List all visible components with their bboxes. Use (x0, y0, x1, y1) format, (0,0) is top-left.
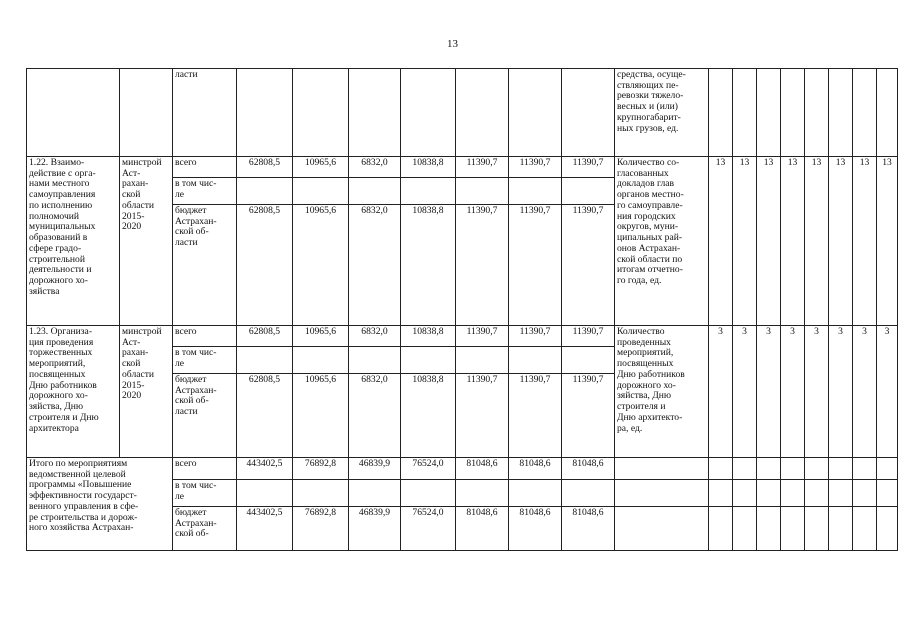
indicator-value: 13 (781, 157, 805, 326)
value-cell (237, 347, 293, 374)
total-value: 81048,6 (509, 507, 562, 551)
total-value: 76892,8 (293, 507, 349, 551)
value-cell: 62808,5 (237, 157, 293, 178)
value-cell: 62808,5 (237, 205, 293, 326)
measure-cell (27, 69, 120, 157)
total-value: 76892,8 (293, 458, 349, 480)
value-cell: 11390,7 (562, 157, 615, 178)
source-cell: всего (173, 326, 237, 347)
total-value (401, 480, 456, 507)
indicator-cell: Количество проведенных мероприятий, посвященных Дню работников дорожного хо- зяйства, Дню строителя и Дню архитекто- ра, ед. (615, 326, 709, 458)
value-cell: 6832,0 (349, 205, 401, 326)
value-cell: 62808,5 (237, 326, 293, 347)
continuation-row (27, 69, 898, 157)
value-cell (562, 347, 615, 374)
indicator-value: 3 (877, 326, 898, 458)
total-value: 81048,6 (456, 458, 509, 480)
source-cell: всего (173, 458, 237, 480)
value-cell: 10838,8 (401, 326, 456, 347)
value-cell (456, 178, 509, 205)
total-value: 76524,0 (401, 507, 456, 551)
source-cell: бюджет Астрахан- ской об- ласти (173, 205, 237, 326)
source-cell: всего (173, 157, 237, 178)
total-row (27, 458, 898, 480)
indicator-value: 3 (781, 326, 805, 458)
value-cell: 6832,0 (349, 326, 401, 347)
total-value: 81048,6 (562, 507, 615, 551)
value-cell: 11390,7 (456, 374, 509, 458)
total-value (237, 480, 293, 507)
value-cell: 11390,7 (562, 374, 615, 458)
value-cell: 6832,0 (349, 157, 401, 178)
executor-cell: минстрой Аст- рахан- ской области 2015- 2020 (120, 157, 173, 326)
total-value (349, 480, 401, 507)
value-cell (456, 347, 509, 374)
value-cell (293, 178, 349, 205)
indicator-cell: средства, осуще- ствляющих пе- ревозки тяжело- весных и (или) крупногабарит- ных грузов, ед. (615, 69, 709, 157)
value-cell (401, 347, 456, 374)
source-cell: бюджет Астрахан- ской об- (173, 507, 237, 551)
program-table (26, 68, 898, 551)
value-cell: 10838,8 (401, 157, 456, 178)
total-value: 76524,0 (401, 458, 456, 480)
indicator-value: 3 (709, 326, 733, 458)
value-cell: 62808,5 (237, 374, 293, 458)
executor-cell: минстрой Аст- рахан- ской области 2015- 2020 (120, 326, 173, 458)
total-value (293, 480, 349, 507)
value-cell (401, 178, 456, 205)
indicator-value: 13 (853, 157, 877, 326)
value-cell: 11390,7 (509, 326, 562, 347)
value-cell: 11390,7 (456, 326, 509, 347)
value-cell: 10965,6 (293, 205, 349, 326)
value-cell (349, 178, 401, 205)
source-cell: в том чис- ле (173, 347, 237, 374)
total-value: 81048,6 (562, 458, 615, 480)
total-label: Итого по мероприятиям ведомственной целевой программы «Повышение эффективности государст- венного управления в сфе- ре строительства и дорож- ного хозяйства Астрахан- (27, 458, 173, 551)
value-cell: 11390,7 (562, 205, 615, 326)
indicator-value: 3 (829, 326, 853, 458)
indicator-value: 13 (805, 157, 829, 326)
source-cell: ласти (173, 69, 237, 157)
value-cell: 11390,7 (456, 205, 509, 326)
indicator-value: 13 (757, 157, 781, 326)
indicator-cell: Количество со- гласованных докладов глав органов местно- го самоуправле- ния городских округов, муни- ципальных рай- онов Астрахан- ской области по итогам отчетно- го года, ед. (615, 157, 709, 326)
value-cell: 10965,6 (293, 157, 349, 178)
value-cell: 10838,8 (401, 374, 456, 458)
value-cell (509, 347, 562, 374)
value-cell: 11390,7 (509, 157, 562, 178)
indicator-value: 3 (853, 326, 877, 458)
indicator-value: 13 (733, 157, 757, 326)
value-cell (562, 178, 615, 205)
executor-cell (120, 69, 173, 157)
indicator-value: 3 (733, 326, 757, 458)
table-row (27, 157, 898, 178)
value-cell: 11390,7 (456, 157, 509, 178)
value-cell: 10965,6 (293, 326, 349, 347)
total-value: 443402,5 (237, 507, 293, 551)
value-cell (349, 347, 401, 374)
indicator-value: 13 (877, 157, 898, 326)
indicator-value: 3 (805, 326, 829, 458)
value-cell: 6832,0 (349, 374, 401, 458)
total-value (509, 480, 562, 507)
page-number: 13 (447, 38, 458, 50)
value-cell: 11390,7 (562, 326, 615, 347)
indicator-value: 13 (829, 157, 853, 326)
value-cell (509, 178, 562, 205)
indicator-value: 13 (709, 157, 733, 326)
total-value: 81048,6 (509, 458, 562, 480)
total-value: 81048,6 (456, 507, 509, 551)
source-cell: бюджет Астрахан- ской об- ласти (173, 374, 237, 458)
total-value (456, 480, 509, 507)
value-cell: 11390,7 (509, 205, 562, 326)
total-value: 46839,9 (349, 458, 401, 480)
value-cell (293, 347, 349, 374)
value-cell (237, 178, 293, 205)
value-cell: 11390,7 (509, 374, 562, 458)
total-value: 443402,5 (237, 458, 293, 480)
indicator-value: 3 (757, 326, 781, 458)
table-row (27, 326, 898, 347)
total-value (562, 480, 615, 507)
measure-cell: 1.23. Организа- ция проведения торжественных мероприятий, посвященных Дню работников дорожного хо- зяйства, Дню строителя и Дню архитектора (27, 326, 120, 458)
measure-cell: 1.22. Взаимо- действие с орга- нами местного самоуправления по исполнению полномочий муниципальных образований в сфере градо- строительной деятельности и дорожного хо- зяйства (27, 157, 120, 326)
value-cell: 10838,8 (401, 205, 456, 326)
source-cell: в том чис- ле (173, 480, 237, 507)
total-value: 46839,9 (349, 507, 401, 551)
value-cell: 10965,6 (293, 374, 349, 458)
source-cell: в том чис- ле (173, 178, 237, 205)
